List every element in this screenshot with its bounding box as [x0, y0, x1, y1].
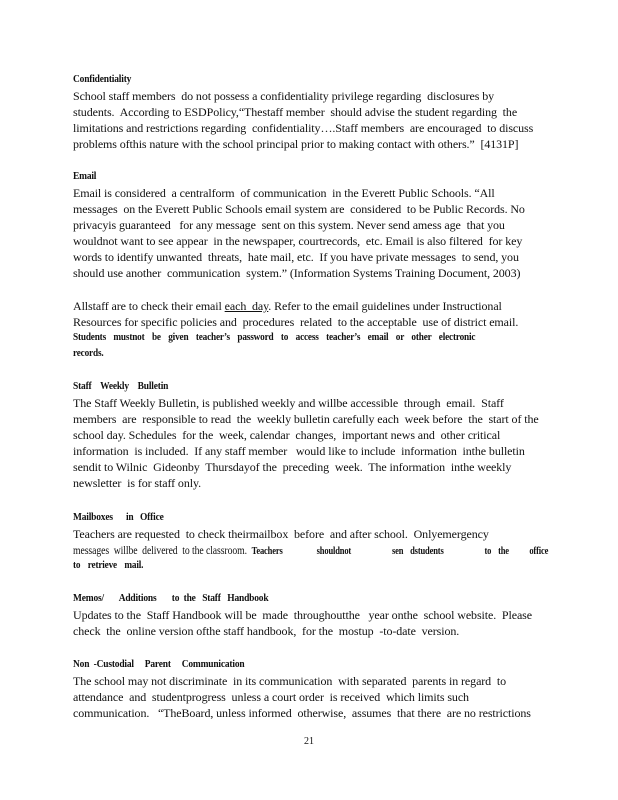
section-memos [73, 591, 548, 639]
paragraph-line: newsletter is for staff only. [73, 476, 201, 490]
text-run: . Refer to the email guidelines under Instructional [268, 299, 502, 313]
paragraph-line: Email is considered a centralform of communication in the Everett Public Schools. “All [73, 186, 495, 200]
paragraph-line: information is included. If any staff member would like to include information inthe bulletin [73, 444, 525, 458]
paragraph-line: privacyis guaranteed for any message sent on this system. Never send amess age that you [73, 218, 505, 232]
paragraph-line [73, 542, 549, 558]
paragraph-line: The school may not discriminate in its communication with separated parents in regard to [73, 674, 507, 688]
paragraph-line: should use another communication system.” (Information Systems Training Document, 2003) [73, 266, 521, 280]
paragraph-line: members are responsible to read the weekly bulletin carefully each week before the start of the [73, 412, 539, 426]
paragraph-line: wouldnot want to see appear in the newspaper, courtrecords, etc. Email is also filtered for key [73, 234, 523, 248]
heading-confidentiality: Confidentiality [73, 74, 132, 85]
paragraph-line: school day. Schedules for the week, calendar changes, important news and other critical [73, 428, 501, 442]
heading-memos: Memos/ Additions to the Staff Handbook [73, 593, 269, 604]
text-run: Allstaff are to check their email [73, 299, 225, 313]
heading-weekly-bulletin: Staff Weekly Bulletin [73, 381, 169, 392]
page-number: 21 [304, 736, 314, 747]
section-noncustodial [73, 657, 548, 721]
bold-notice-line: to retrieve mail. [73, 560, 144, 571]
paragraph-line: students. According to ESDPolicy,“Thestaff member should advise the student regarding the [73, 105, 518, 119]
heading-mailboxes: Mailboxes in Office [73, 512, 164, 523]
paragraph-line: limitations and restrictions regarding confidentiality….Staff members are encouraged to discuss [73, 121, 534, 135]
bold-notice-line: records. [73, 348, 104, 359]
underlined-text: each day [224, 299, 269, 313]
paragraph-line [73, 298, 548, 314]
section-weekly-bulletin [73, 379, 548, 491]
paragraph-line: Updates to the Staff Handbook will be made throughoutthe year onthe school website. Please [73, 608, 532, 622]
text-run: messages willbe delivered to the classroom. [73, 543, 252, 557]
bold-notice-text: Teachers shouldnot sen dstudents to the office [251, 546, 549, 557]
section-email-guidelines [73, 298, 548, 362]
paragraph-line: Resources for specific policies and procedures related to the acceptable use of district email. [73, 315, 519, 329]
paragraph-line: attendance and studentprogress unless a court order is received which limits such [73, 690, 469, 704]
section-email [73, 169, 548, 281]
paragraph-line: sendit to Wilnic Gideonby Thursdayof the preceding week. The information inthe weekly [73, 460, 512, 474]
heading-noncustodial: Non -Custodial Parent Communication [73, 659, 245, 670]
section-mailboxes [73, 510, 548, 574]
paragraph-line: Teachers are requested to check theirmailbox before and after school. Onlyemergency [73, 527, 489, 541]
paragraph-line: check the online version ofthe staff handbook, for the mostup -to-date version. [73, 624, 460, 638]
paragraph-line: messages on the Everett Public Schools email system are considered to be Public Records. No [73, 202, 525, 216]
paragraph-line: School staff members do not possess a confidentiality privilege regarding disclosures by [73, 89, 495, 103]
paragraph-line: problems ofthis nature with the school principal prior to making contact with others.” [4131P] [73, 137, 519, 151]
bold-notice-line: Students mustnot be given teacher’s password to access teacher’s email or other electronic [73, 332, 476, 343]
paragraph-line: communication. “TheBoard, unless informed otherwise, assumes that there are no restrictions [73, 706, 531, 720]
heading-email: Email [73, 171, 97, 182]
paragraph-line: The Staff Weekly Bulletin, is published weekly and willbe accessible through email. Staff [73, 396, 504, 410]
paragraph-line: words to identify unwanted threats, hate mail, etc. If you have private messages to send, you [73, 250, 519, 264]
section-confidentiality [73, 72, 548, 152]
